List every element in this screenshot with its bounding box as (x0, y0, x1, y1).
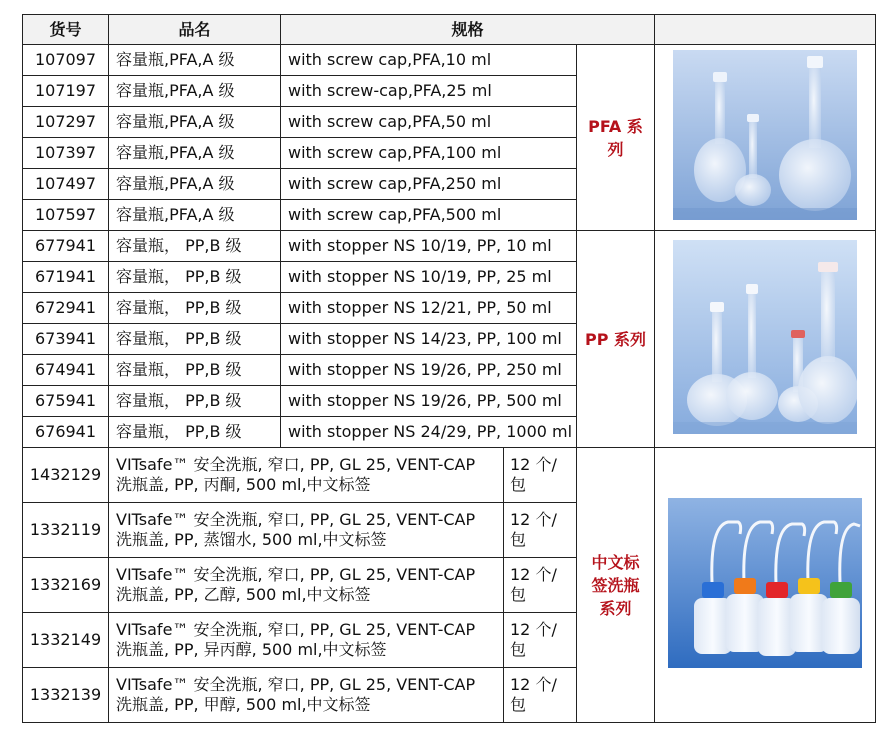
item-code: 1432129 (23, 448, 109, 503)
item-spec: with stopper NS 10/19, PP, 10 ml (281, 231, 577, 262)
pack-line: 包 (510, 640, 527, 659)
item-code: 107197 (23, 76, 109, 107)
item-spec: with stopper NS 10/19, PP, 25 ml (281, 262, 577, 293)
item-name: 容量瓶,PFA,A 级 (109, 76, 281, 107)
wash-bottle-photo (668, 498, 862, 668)
series-label-line: 签洗瓶 (591, 575, 640, 595)
item-name: 容量瓶,PFA,A 级 (109, 45, 281, 76)
description-line: 洗瓶盖, PP, 异丙醇, 500 ml,中文标签 (116, 640, 387, 659)
item-spec: with screw cap,PFA,500 ml (281, 200, 577, 231)
item-spec: with stopper NS 19/26, PP, 500 ml (281, 386, 577, 417)
description-line: VITsafe™ 安全洗瓶, 窄口, PP, GL 25, VENT-CAP (116, 455, 476, 474)
item-code: 107097 (23, 45, 109, 76)
pack-line: 12 个/ (510, 510, 557, 529)
pp-photo-cell (655, 231, 876, 448)
item-code: 1332149 (23, 613, 109, 668)
item-code: 676941 (23, 417, 109, 448)
series-label-line: 中文标 (591, 552, 640, 572)
pack-line: 包 (510, 695, 527, 714)
pack-line: 12 个/ (510, 675, 557, 694)
item-name: 容量瓶， PP,B 级 (109, 262, 281, 293)
item-code: 674941 (23, 355, 109, 386)
item-name: 容量瓶， PP,B 级 (109, 355, 281, 386)
item-name: 容量瓶， PP,B 级 (109, 324, 281, 355)
item-code: 107597 (23, 200, 109, 231)
item-spec: with screw cap,PFA,100 ml (281, 138, 577, 169)
item-name: 容量瓶,PFA,A 级 (109, 107, 281, 138)
pp-series-label: PP 系列 (577, 231, 655, 448)
description-line: 洗瓶盖, PP, 蒸馏水, 500 ml,中文标签 (116, 530, 387, 549)
item-name: 容量瓶， PP,B 级 (109, 386, 281, 417)
description-line: VITsafe™ 安全洗瓶, 窄口, PP, GL 25, VENT-CAP (116, 565, 476, 584)
item-code: 671941 (23, 262, 109, 293)
table-row (23, 448, 876, 503)
item-code: 1332119 (23, 503, 109, 558)
table-row (23, 45, 876, 76)
pack-line: 12 个/ (510, 620, 557, 639)
item-name: 容量瓶,PFA,A 级 (109, 138, 281, 169)
description-line: VITsafe™ 安全洗瓶, 窄口, PP, GL 25, VENT-CAP (116, 675, 476, 694)
item-code: 107397 (23, 138, 109, 169)
item-description (109, 668, 504, 723)
item-name: 容量瓶,PFA,A 级 (109, 169, 281, 200)
item-code: 675941 (23, 386, 109, 417)
item-spec: with screw-cap,PFA,25 ml (281, 76, 577, 107)
item-description (109, 558, 504, 613)
item-description (109, 613, 504, 668)
description-line: VITsafe™ 安全洗瓶, 窄口, PP, GL 25, VENT-CAP (116, 620, 476, 639)
wash-photo-cell (655, 448, 876, 723)
series-label-line: PFA 系 (588, 116, 643, 136)
pfa-photo-cell (655, 45, 876, 231)
item-code: 672941 (23, 293, 109, 324)
item-spec: with screw cap,PFA,10 ml (281, 45, 577, 76)
item-code: 107297 (23, 107, 109, 138)
pack-line: 包 (510, 585, 527, 604)
item-name: 容量瓶， PP,B 级 (109, 417, 281, 448)
series-label-line: 系列 (599, 598, 632, 618)
pack-line: 包 (510, 530, 527, 549)
item-spec: with screw cap,PFA,50 ml (281, 107, 577, 138)
item-description (109, 503, 504, 558)
item-pack (504, 558, 577, 613)
item-pack (504, 668, 577, 723)
header-empty (655, 15, 876, 45)
item-spec: with stopper NS 12/21, PP, 50 ml (281, 293, 577, 324)
pfa-series-label (577, 45, 655, 231)
pfa-flask-photo (673, 50, 857, 220)
item-name: 容量瓶,PFA,A 级 (109, 200, 281, 231)
item-code: 1332139 (23, 668, 109, 723)
description-line: VITsafe™ 安全洗瓶, 窄口, PP, GL 25, VENT-CAP (116, 510, 476, 529)
description-line: 洗瓶盖, PP, 丙酮, 500 ml,中文标签 (116, 475, 371, 494)
pack-line: 包 (510, 475, 527, 494)
item-code: 1332169 (23, 558, 109, 613)
item-pack (504, 448, 577, 503)
wash-series-label (577, 448, 655, 723)
item-code: 673941 (23, 324, 109, 355)
description-line: 洗瓶盖, PP, 乙醇, 500 ml,中文标签 (116, 585, 371, 604)
pp-flask-photo (673, 240, 857, 434)
item-pack (504, 613, 577, 668)
item-code: 107497 (23, 169, 109, 200)
item-spec: with stopper NS 24/29, PP, 1000 ml (281, 417, 577, 448)
item-spec: with stopper NS 14/23, PP, 100 ml (281, 324, 577, 355)
header-row (23, 15, 876, 45)
header-spec: 规格 (281, 15, 655, 45)
item-spec: with stopper NS 19/26, PP, 250 ml (281, 355, 577, 386)
series-label-line: 列 (607, 139, 624, 159)
pack-line: 12 个/ (510, 565, 557, 584)
item-name: 容量瓶， PP,B 级 (109, 231, 281, 262)
pack-line: 12 个/ (510, 455, 557, 474)
product-table (22, 14, 876, 723)
item-code: 677941 (23, 231, 109, 262)
item-pack (504, 503, 577, 558)
item-description (109, 448, 504, 503)
item-spec: with screw cap,PFA,250 ml (281, 169, 577, 200)
header-code: 货号 (23, 15, 109, 45)
header-name: 品名 (109, 15, 281, 45)
description-line: 洗瓶盖, PP, 甲醇, 500 ml,中文标签 (116, 695, 371, 714)
item-name: 容量瓶， PP,B 级 (109, 293, 281, 324)
table-row (23, 231, 876, 262)
